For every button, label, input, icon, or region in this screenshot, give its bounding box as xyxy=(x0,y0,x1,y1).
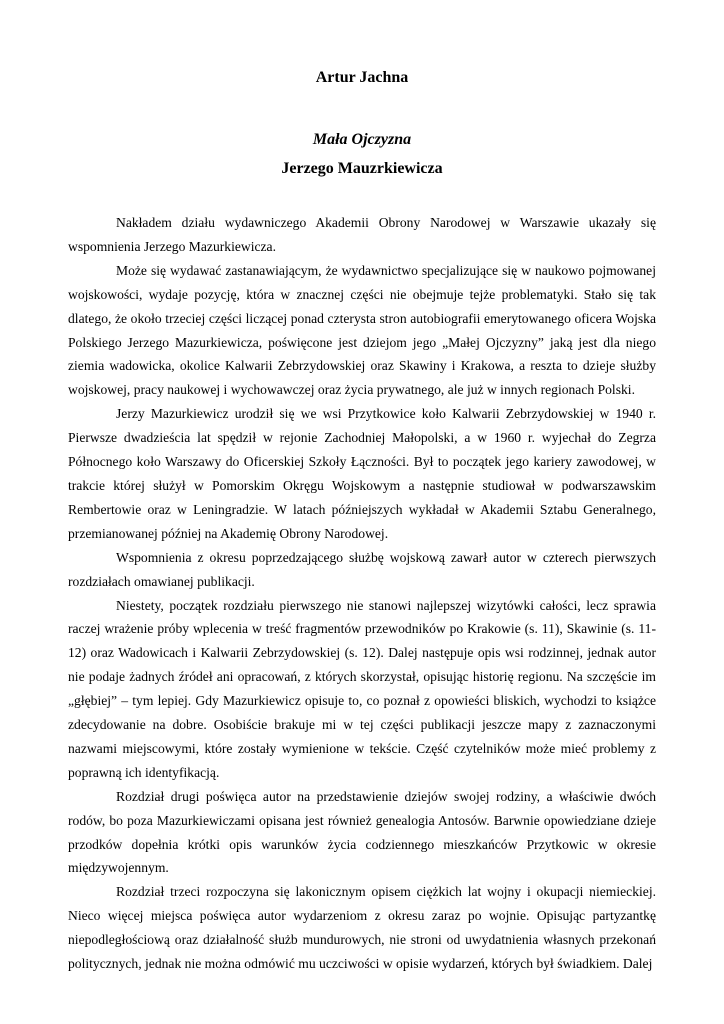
paragraph: Rozdział trzeci rozpoczyna się lakonicznym opisem ciężkich lat wojny i okupacji niemieckiej. Nieco więcej miejsca poświęca autor wydarzeniom z okresu zaraz po wojnie. Opisując partyzantkę niepodległościową oraz działalność służb mundurowych, nie stroni od uwydatnienia własnych przekonań politycznych, jednak nie można odmówić mu uczciwości w opisie wydarzeń, których był świadkiem. Dalej xyxy=(68,884,656,972)
body-text xyxy=(68,211,656,976)
paragraph: Wspomnienia z okresu poprzedzającego służbę wojskową zawarł autor w czterech pierwszych rozdziałach omawianej publikacji. xyxy=(68,549,656,589)
document-title: Mała Ojczyzna xyxy=(312,131,412,148)
paragraph: Nakładem działu wydawniczego Akademii Obrony Narodowej w Warszawie ukazały się wspomnienia Jerzego Mazurkiewicza. xyxy=(68,215,656,254)
paragraph: Może się wydawać zastanawiającym, że wydawnictwo specjalizujące się w naukowo pojmowanej wojskowości, wydaje pozycję, która w znacznej części nie obejmuje tejże problematyki. Stało się tak dlatego, że około trzeciej części liczącej ponad czterysta stron autobiografii emerytowanego oficera Wojska Polskiego Jerzego Mazurkiewicza, poświęcone jest dziejom jego „Małej Ojczyzny” jaką jest dla niego ziemia wadowicka, okolice Kalwarii Zebrzydowskiej oraz Skawiny i Krakowa, a reszta to dzieje służby wojskowej, pracy naukowej i wychowawczej oraz życia prywatnego, ale już w innych regionach Polski. xyxy=(68,262,656,398)
document-subtitle: Jerzego Mauzrkiewicza xyxy=(281,160,443,177)
author-name: Artur Jachna xyxy=(315,69,409,86)
paragraph: Jerzy Mazurkiewicz urodził się we wsi Przytkowice koło Kalwarii Zebrzydowskiej w 1940 r. Pierwsze dwadzieścia lat spędził w rejonie Zachodniej Małopolski, a w 1960 r. wyjechał do Zegrza Północnego koło Warszawy do Oficerskiej Szkoły Łączności. Był to początek jego kariery zawodowej, w trakcie której służył w Pomorskim Okręgu Wojskowym a następnie studiował w podwarszawskim Rembertowie oraz w Leningradzie. W latach późniejszych wykładał w Akademii Sztabu Generalnego, przemianowanej później na Akademię Obrony Narodowej. xyxy=(68,406,656,541)
paragraph: Rozdział drugi poświęca autor na przedstawienie dziejów swojej rodziny, a właściwie dwóch rodów, bo poza Mazurkiewiczami opisana jest również genealogia Antosów. Barwnie opowiedziane dzieje przodków dopełnia krótki opis warunków życia codziennego mieszkańców Przytkowic w okresie międzywojennym. xyxy=(68,788,656,876)
paragraph: Niestety, początek rozdziału pierwszego nie stanowi najlepszej wizytówki całości, lecz sprawia raczej wrażenie próby wplecenia w treść fragmentów przewodników po Krakowie (s. 11), Skawinie (s. 11-12) oraz Wadowicach i Kalwarii Zebrzydowskiej (s. 12). Dalej następuje opis wsi rodzinnej, jednak autor nie podaje żadnych źródeł ani opracowań, z których skorzystał, opisując historię regionu. Na szczęście im „głębiej” – tym lepiej. Gdy Mazurkiewicz opisuje to, co poznał z opowieści bliskich, wychodzi to książce zdecydowanie na dobre. Osobiście brakuje mi w tej części publikacji jeszcze mapy z zaznaczonymi nazwami miejscowymi, które zostały wymienione w tekście. Część czytelników może mieć problemy z poprawną ich identyfikacją. xyxy=(68,597,656,780)
